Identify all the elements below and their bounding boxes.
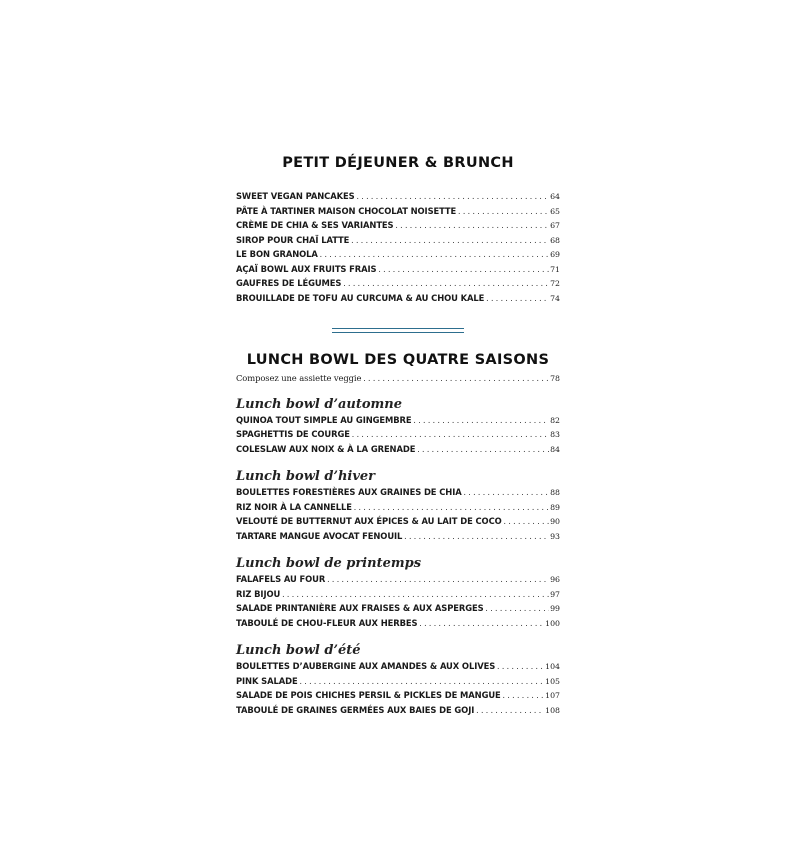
leader-dots xyxy=(418,617,544,632)
entry-page: 67 xyxy=(550,221,560,230)
leader-dots xyxy=(281,588,549,603)
entry-label: RIZ NOIR À LA CANNELLE xyxy=(236,501,352,512)
section-divider xyxy=(332,328,464,333)
entry-label: Composez une assiette veggie xyxy=(236,373,362,383)
entry-label: SWEET VEGAN PANCAKES xyxy=(236,191,355,201)
entry-label: GAUFRES DE LÉGUMES xyxy=(236,278,342,288)
entry-label: AÇAÏ BOWL AUX FRUITS FRAIS xyxy=(236,263,377,274)
toc-entry[interactable] xyxy=(236,262,560,277)
entry-label: PINK SALADE xyxy=(236,675,298,686)
toc-entry[interactable] xyxy=(236,688,560,703)
entry-page: 105 xyxy=(545,676,560,686)
entry-label: SPAGHETTIS DE COURGE xyxy=(236,429,350,439)
entry-page: 84 xyxy=(550,444,560,454)
leader-dots xyxy=(299,675,545,690)
leader-dots xyxy=(457,205,549,220)
entry-page: 96 xyxy=(550,575,560,584)
leader-dots xyxy=(403,530,549,545)
entry-label: SIROP POUR CHAÏ LATTE xyxy=(236,234,350,245)
entry-page: 78 xyxy=(550,374,560,383)
toc-entry[interactable] xyxy=(236,204,560,219)
leader-dots xyxy=(413,414,550,429)
leader-dots xyxy=(326,573,549,588)
entry-label: FALAFELS AU FOUR xyxy=(236,574,326,584)
toc-entry[interactable] xyxy=(236,587,560,602)
leader-dots xyxy=(350,234,549,249)
entry-page: 69 xyxy=(550,250,560,259)
leader-dots xyxy=(416,443,549,458)
leader-dots xyxy=(362,372,549,387)
toc-entry[interactable] xyxy=(236,442,560,457)
entry-page: 83 xyxy=(550,430,560,439)
leader-dots xyxy=(342,277,549,292)
leader-dots xyxy=(351,428,549,443)
winter-list xyxy=(236,485,560,543)
entry-page: 65 xyxy=(550,206,560,216)
entry-page: 99 xyxy=(550,604,560,613)
entry-label: QUINOA TOUT SIMPLE AU GINGEMBRE xyxy=(236,414,412,425)
spring-list xyxy=(236,572,560,630)
entry-label: TABOULÉ DE CHOU-FLEUR AUX HERBES xyxy=(236,617,418,628)
entry-page: 89 xyxy=(550,502,560,512)
toc-entry[interactable] xyxy=(236,233,560,248)
toc-entry[interactable] xyxy=(236,674,560,689)
leader-dots xyxy=(356,190,550,205)
toc-entry[interactable] xyxy=(236,276,560,291)
entry-page: 82 xyxy=(550,415,560,425)
leader-dots xyxy=(503,515,549,530)
entry-label: SALADE PRINTANIÈRE AUX FRAISES & AUX ASPERGES xyxy=(236,603,484,613)
toc-entry[interactable] xyxy=(236,601,560,616)
leader-dots xyxy=(475,704,544,719)
subsection-title-summer: Lunch bowl d’été xyxy=(236,643,361,658)
entry-label: TARTARE MANGUE AVOCAT FENOUIL xyxy=(236,530,403,541)
toc-entry[interactable] xyxy=(236,529,560,544)
toc-entry[interactable] xyxy=(236,616,560,631)
subsection-title-spring: Lunch bowl de printemps xyxy=(236,556,422,571)
breakfast-list xyxy=(236,189,560,305)
leader-dots xyxy=(353,501,549,516)
entry-page: 88 xyxy=(550,488,560,497)
toc-entry[interactable] xyxy=(236,500,560,515)
toc-entry[interactable] xyxy=(236,427,560,442)
entry-page: 72 xyxy=(550,279,560,288)
toc-entry[interactable] xyxy=(236,659,560,674)
section-title-lunch: LUNCH BOWL DES QUATRE SAISONS xyxy=(246,352,550,368)
toc-entry[interactable] xyxy=(236,291,560,306)
toc-entry[interactable] xyxy=(236,572,560,587)
entry-page: 71 xyxy=(550,264,560,274)
leader-dots xyxy=(377,263,549,278)
entry-label: RIZ BIJOU xyxy=(236,588,281,599)
summer-list xyxy=(236,659,560,717)
toc-entry[interactable] xyxy=(236,485,560,500)
entry-label: TABOULÉ DE GRAINES GERMÉES AUX BAIES DE GOJI xyxy=(236,704,475,715)
autumn-list xyxy=(236,413,560,457)
entry-label: COLESLAW AUX NOIX & À LA GRENADE xyxy=(236,443,416,454)
entry-page: 64 xyxy=(550,192,560,201)
entry-page: 68 xyxy=(550,235,560,245)
entry-label: SALADE DE POIS CHICHES PERSIL & PICKLES DE MANGUE xyxy=(236,690,501,700)
entry-label: LE BON GRANOLA xyxy=(236,249,318,259)
leader-dots xyxy=(485,292,549,307)
entry-page: 74 xyxy=(550,293,560,303)
entry-label: CRÈME DE CHIA & SES VARIANTES xyxy=(236,220,394,230)
entry-page: 100 xyxy=(545,618,560,628)
entry-page: 108 xyxy=(545,705,560,715)
table-of-contents xyxy=(236,150,560,717)
entry-label: PÂTE À TARTINER MAISON CHOCOLAT NOISETTE xyxy=(236,205,457,216)
entry-label: VELOUTÉ DE BUTTERNUT AUX ÉPICES & AU LAIT DE COCO xyxy=(236,516,502,526)
leader-dots xyxy=(319,248,549,263)
toc-entry[interactable] xyxy=(236,371,560,386)
toc-entry[interactable] xyxy=(236,703,560,718)
entry-label: BROUILLADE DE TOFU AU CURCUMA & AU CHOU KALE xyxy=(236,292,485,303)
subsection-title-winter: Lunch bowl d’hiver xyxy=(236,469,376,484)
toc-entry[interactable] xyxy=(236,413,560,428)
toc-entry[interactable] xyxy=(236,247,560,262)
entry-page: 93 xyxy=(550,531,560,541)
subsection-title-autumn: Lunch bowl d’automne xyxy=(236,396,402,412)
section-title-breakfast: PETIT DÉJEUNER & BRUNCH xyxy=(282,155,514,171)
lunch-intro-list xyxy=(236,371,560,386)
leader-dots xyxy=(394,219,549,234)
entry-page: 104 xyxy=(545,662,560,671)
entry-page: 90 xyxy=(550,517,560,526)
toc-entry[interactable] xyxy=(236,189,560,204)
entry-label: BOULETTES FORESTIÈRES AUX GRAINES DE CHIA xyxy=(236,487,462,497)
leader-dots xyxy=(485,602,550,617)
toc-entry[interactable] xyxy=(236,514,560,529)
leader-dots xyxy=(463,486,549,501)
toc-entry[interactable] xyxy=(236,218,560,233)
entry-page: 107 xyxy=(545,691,560,700)
leader-dots xyxy=(496,660,544,675)
leader-dots xyxy=(502,689,544,704)
entry-label: BOULETTES D’AUBERGINE AUX AMANDES & AUX OLIVES xyxy=(236,661,496,671)
entry-page: 97 xyxy=(550,589,560,599)
